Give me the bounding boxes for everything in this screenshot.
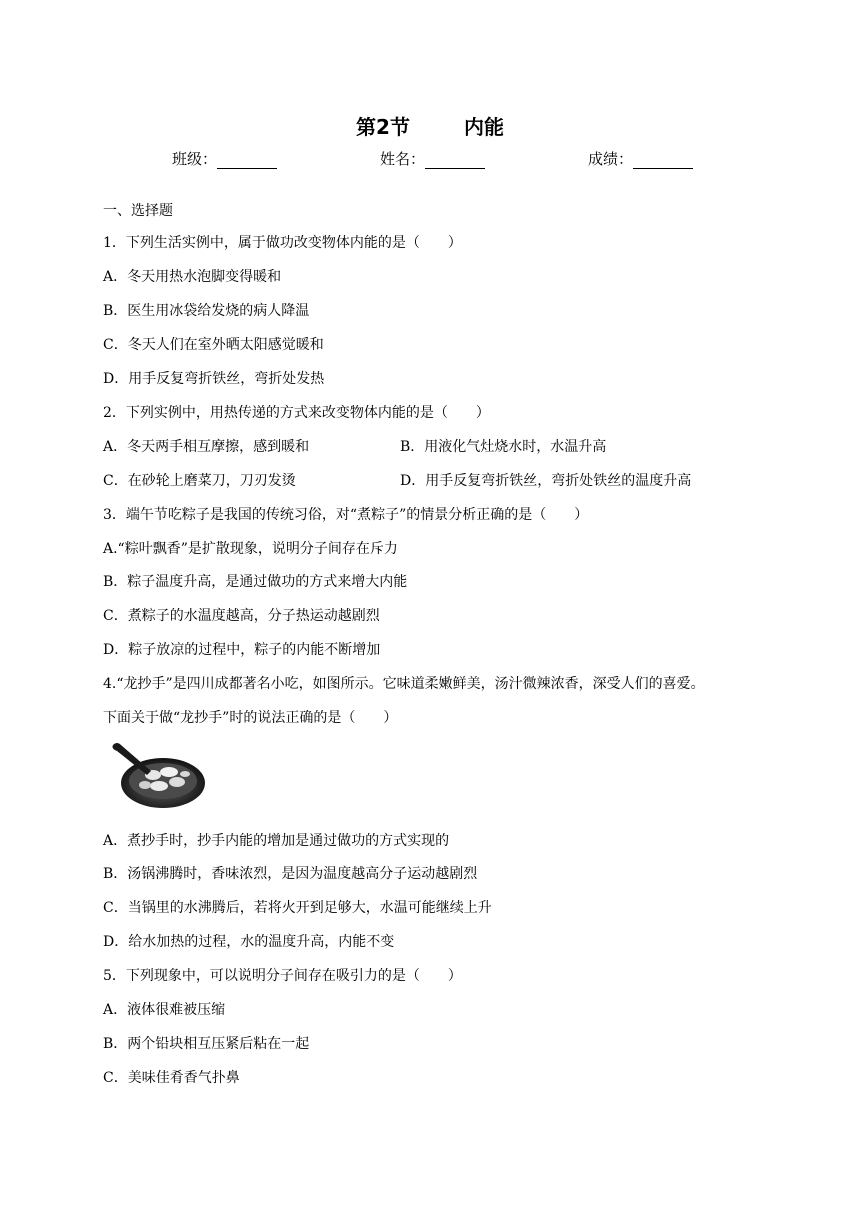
name-label: 姓名： — [380, 150, 426, 168]
q4-option-c: C．当锅里的水沸腾后，若将火开到足够大，水温可能继续上升 — [103, 900, 492, 916]
question-3-stem: 3．端午节吃粽子是我国的传统习俗，对“煮粽子”的情景分析正确的是（ ） — [103, 507, 589, 523]
q1-option-b: B．医生用冰袋给发烧的病人降温 — [103, 303, 310, 319]
class-field — [172, 148, 277, 169]
question-4-stem-line1: 4.“龙抄手”是四川成都著名小吃，如图所示。它味道柔嫩鲜美，汤汁微辣浓香，深受人们的喜爱。 — [103, 676, 705, 692]
name-blank[interactable] — [425, 152, 485, 169]
q2-option-a: A．冬天两手相互摩擦，感到暖和 — [103, 439, 310, 455]
q3-option-a: A.“粽叶飘香”是扩散现象，说明分子间存在斥力 — [103, 541, 398, 557]
section-topic: 内能 — [463, 115, 504, 139]
name-field — [380, 148, 485, 169]
q4-option-a: A．煮抄手时，抄手内能的增加是通过做功的方式实现的 — [103, 833, 450, 849]
q1-option-a: A．冬天用热水泡脚变得暖和 — [103, 269, 282, 285]
q2-option-b: B．用液化气灶烧水时，水温升高 — [400, 439, 607, 455]
class-blank[interactable] — [217, 152, 277, 169]
score-blank[interactable] — [633, 152, 693, 169]
q5-option-c: C．美味佳肴香气扑鼻 — [103, 1070, 240, 1086]
page-title — [0, 111, 860, 140]
question-4-stem-line2: 下面关于做“龙抄手”时的说法正确的是（ ） — [103, 710, 398, 726]
score-label: 成绩： — [588, 150, 634, 168]
section-number: 第2节 — [356, 115, 410, 139]
class-label: 班级： — [172, 150, 218, 168]
q1-option-d: D．用手反复弯折铁丝，弯折处发热 — [103, 371, 325, 387]
section-heading: 一、选择题 — [103, 203, 173, 219]
q3-option-c: C．煮粽子的水温度越高，分子热运动越剧烈 — [103, 608, 380, 624]
q2-option-d: D．用手反复弯折铁丝，弯折处铁丝的温度升高 — [400, 473, 692, 489]
q1-option-c: C．冬天人们在室外晒太阳感觉暖和 — [103, 337, 324, 353]
q5-option-a: A．液体很难被压缩 — [103, 1002, 226, 1018]
question-5-stem: 5．下列现象中，可以说明分子间存在吸引力的是（ ） — [103, 968, 462, 984]
q2-option-c: C．在砂轮上磨菜刀，刀刃发烫 — [103, 473, 296, 489]
q3-option-b: B．粽子温度升高，是通过做功的方式来增大内能 — [103, 574, 408, 590]
dumpling-soup-bowl-image — [111, 741, 207, 809]
q5-option-b: B．两个铅块相互压紧后粘在一起 — [103, 1036, 310, 1052]
question-2-stem: 2．下列实例中，用热传递的方式来改变物体内能的是（ ） — [103, 405, 490, 421]
q4-option-b: B．汤锅沸腾时，香味浓烈，是因为温度越高分子运动越剧烈 — [103, 866, 478, 882]
question-1-stem: 1．下列生活实例中，属于做功改变物体内能的是（ ） — [103, 235, 462, 251]
score-field — [588, 148, 693, 169]
q3-option-d: D．粽子放凉的过程中，粽子的内能不断增加 — [103, 642, 381, 658]
q4-option-d: D．给水加热的过程，水的温度升高，内能不变 — [103, 934, 395, 950]
